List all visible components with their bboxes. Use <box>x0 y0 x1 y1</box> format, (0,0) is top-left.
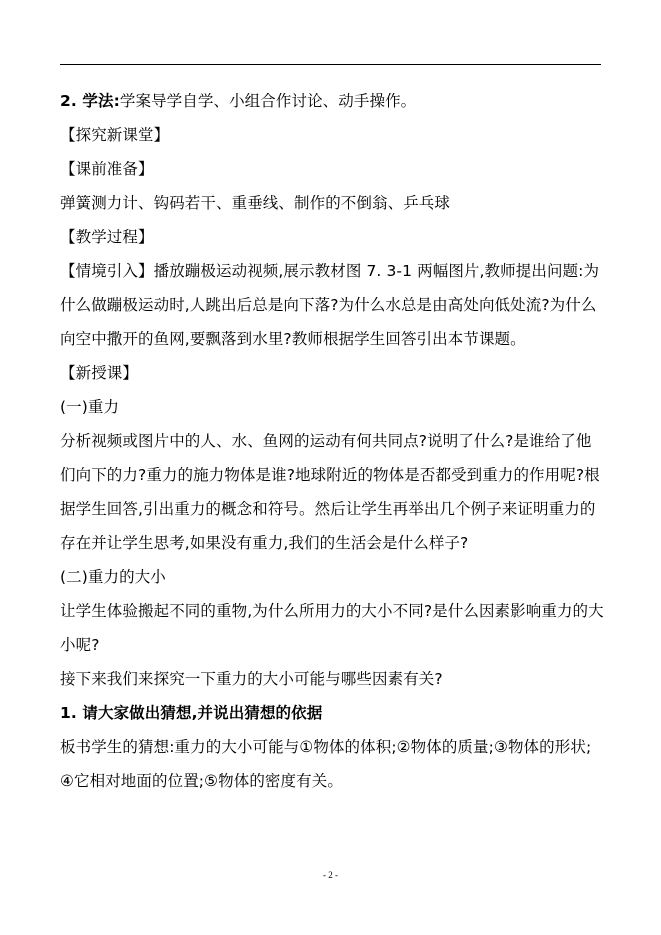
next-explore-line: 接下来我们来探究一下重力的大小可能与哪些因素有关? <box>60 670 443 688</box>
gravity-size-heading: (二)重力的大小 <box>60 568 166 586</box>
study-method-label: 2. 学法: <box>60 92 120 110</box>
page-number: - 2 - <box>323 870 338 880</box>
teaching-process-heading: 【教学过程】 <box>60 228 154 246</box>
materials-line: 弹簧测力计、钩码若干、重垂线、制作的不倒翁、乒乓球 <box>60 194 451 212</box>
study-method-text: 学案导学自学、小组合作讨论、动手操作。 <box>119 92 417 110</box>
explore-class-heading: 【探究新课堂】 <box>60 126 170 144</box>
pre-class-prep-heading: 【课前准备】 <box>60 160 154 178</box>
gravity-heading: (一)重力 <box>60 398 120 416</box>
gravity-size-paragraph: 让学生体验搬起不同的重物,为什么所用力的大小不同?是什么因素影响重力的大小呢? <box>60 602 604 654</box>
document-body <box>60 84 604 798</box>
gravity-paragraph: 分析视频或图片中的人、水、鱼网的运动有何共同点?说明了什么?是谁给了他们向下的力?重力的施力物体是谁?地球附近的物体是否都受到重力的作用呢?根据学生回答,引出重力的概念和符号。然后让学生再举出几个例子来证明重力的存在并让学生思考,如果没有重力,我们的生活会是什么样子? <box>60 432 600 552</box>
guess-paragraph: 板书学生的猜想:重力的大小可能与①物体的体积;②物体的质量;③物体的形状;④它相对地面的位置;⑤物体的密度有关。 <box>60 738 592 790</box>
new-lesson-heading: 【新授课】 <box>60 364 139 382</box>
guess-heading: 1. 请大家做出猜想,并说出猜想的依据 <box>60 704 323 722</box>
study-method-line <box>60 84 604 118</box>
header-rule <box>60 64 601 65</box>
scenario-intro-paragraph: 【情境引入】播放蹦极运动视频,展示教材图 7. 3-1 两幅图片,教师提出问题:为什么做蹦极运动时,人跳出后总是向下落?为什么水总是由高处向低处流?为什么向空中撒开的鱼网,要飘落到水里?教师根据学生回答引出本节课题。 <box>60 262 600 348</box>
